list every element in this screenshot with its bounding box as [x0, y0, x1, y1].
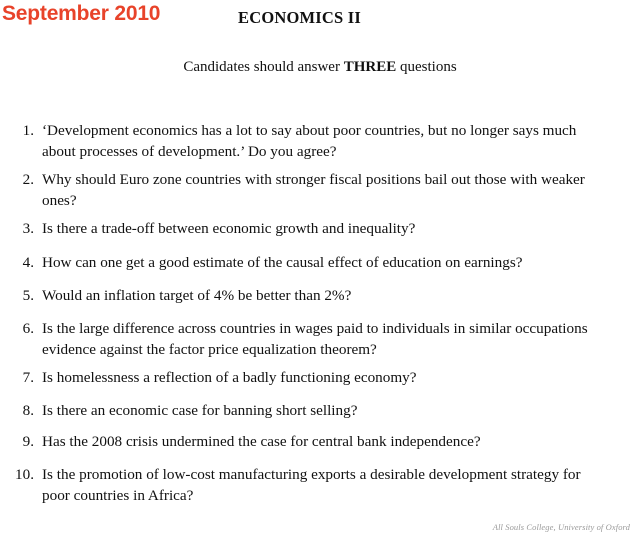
question-number: 3. — [22, 220, 34, 237]
question-text — [42, 318, 602, 360]
question-number: 4. — [22, 254, 34, 271]
question-text — [42, 285, 602, 306]
question-text — [42, 431, 602, 452]
question-line: Why should Euro zone countries with stronger fiscal positions bail out those with weaker — [42, 171, 585, 188]
question-line: ‘Development economics has a lot to say about poor countries, but no longer says much — [42, 122, 577, 139]
question-line: Is homelessness a reflection of a badly functioning economy? — [42, 369, 417, 386]
question-number: 8. — [22, 402, 34, 419]
question-line: Is there a trade-off between economic growth and inequality? — [42, 220, 416, 237]
question-line: about processes of development.’ Do you agree? — [42, 143, 337, 160]
question-line: Is the large difference across countries in wages paid to individuals in similar occupations — [42, 320, 588, 337]
question-number: 2. — [22, 171, 34, 188]
question-text — [42, 120, 602, 162]
question-number: 1. — [22, 122, 34, 139]
question-text — [42, 367, 602, 388]
exam-date-label: September 2010 — [2, 2, 161, 25]
question-line: evidence against the factor price equalization theorem? — [42, 341, 377, 358]
question-text — [42, 218, 602, 239]
question-text — [42, 400, 602, 421]
question-text — [42, 252, 602, 273]
instructions-suffix: questions — [396, 59, 457, 75]
question-line: Is there an economic case for banning short selling? — [42, 402, 358, 419]
question-line: Would an inflation target of 4% be better than 2%? — [42, 287, 352, 304]
question-line: How can one get a good estimate of the causal effect of education on earnings? — [42, 254, 523, 271]
instructions — [0, 58, 640, 76]
question-number: 10. — [15, 466, 34, 483]
instructions-prefix: Candidates should answer — [183, 59, 344, 75]
question-text — [42, 169, 602, 211]
question-number: 7. — [22, 369, 34, 386]
question-line: ones? — [42, 192, 77, 209]
question-line: poor countries in Africa? — [42, 487, 194, 504]
question-line: Has the 2008 crisis undermined the case for central bank independence? — [42, 433, 481, 450]
question-number: 9. — [22, 433, 34, 450]
question-number: 6. — [22, 320, 34, 337]
paper-title: ECONOMICS II — [238, 8, 361, 27]
question-line: Is the promotion of low-cost manufacturing exports a desirable development strategy for — [42, 466, 581, 483]
instructions-emphasis: THREE — [343, 59, 397, 75]
source-credit: All Souls College, University of Oxford — [492, 522, 630, 532]
question-text — [42, 464, 602, 506]
question-number: 5. — [22, 287, 34, 304]
